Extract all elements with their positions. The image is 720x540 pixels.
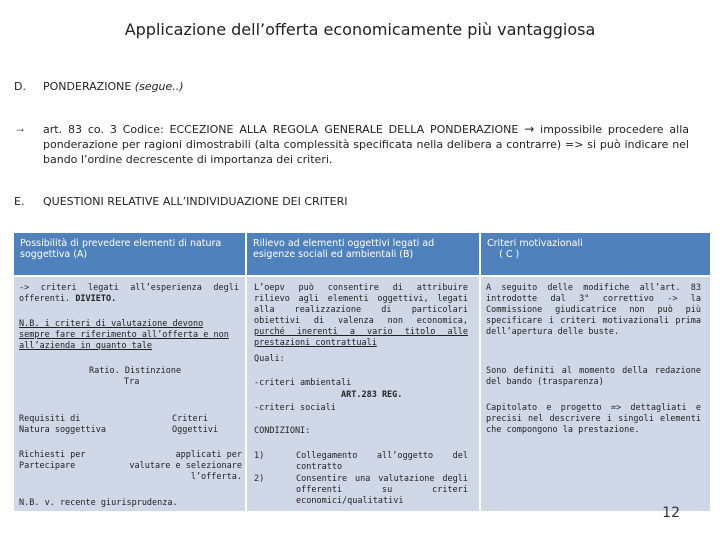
section-e-heading: QUESTIONI RELATIVE ALL’INDIVIDUAZIONE DEI CRITERI bbox=[43, 195, 348, 208]
section-d-heading bbox=[43, 80, 184, 93]
col-a-left-label: Requisiti di Natura soggettiva bbox=[19, 414, 106, 435]
col-a-right-label: Criteri Oggettivi bbox=[172, 414, 219, 435]
criteria-table bbox=[14, 233, 710, 511]
col-b-intro bbox=[254, 283, 468, 349]
section-d-title: PONDERAZIONE bbox=[43, 80, 132, 93]
section-e-letter: E. bbox=[14, 195, 25, 208]
col-b-ambientali: -criteri ambientali bbox=[254, 378, 352, 388]
col-b-intro-underlined: purché inerenti a vario titolo alle prestazioni contrattuali bbox=[254, 327, 468, 348]
col-a-applicati: applicati per valutare e selezionare l’offerta. bbox=[129, 450, 242, 482]
paragraph-part1: art. 83 co. 3 Codice: ECCEZIONE ALLA REGOLA GENERALE DELLA PONDERAZIONE bbox=[43, 123, 519, 136]
col-c-p1: A seguito delle modifiche all’art. 83 introdotte dal 3° correttivo -> la Commissione giudicatrice non può più specificare i criteri motivazionali prima dell’apertura delle buste. bbox=[486, 283, 701, 337]
table-header-a: Possibilità di prevedere elementi di natura soggettiva (A) bbox=[14, 233, 245, 275]
section-d-letter: D. bbox=[14, 80, 26, 93]
table-header-c: Criteri motivazionali ( C ) bbox=[481, 233, 710, 275]
arrow-icon: → bbox=[14, 121, 26, 135]
col-a-intro-text: -> criteri legati all’esperienza degli offerenti. bbox=[19, 283, 239, 304]
col-b-intro-text: L’oepv può consentire di attribuire rilievo agli elementi oggettivi, legati alla realizzazione di particolari obiettivi di valenza non economica, bbox=[254, 283, 468, 326]
page-number: 12 bbox=[662, 505, 680, 521]
paragraph-part2: impossibile procedere alla ponderazione per ragioni dimostrabili (alta complessità specificata nella delibera a contrarre) => si può indicare nel bando l’ordine decrescente di importanza dei criteri. bbox=[43, 123, 689, 166]
table-header-b: Rilievo ad elementi oggettivi legati ad esigenze sociali ed ambientali (B) bbox=[247, 233, 479, 275]
col-b-art: ART.283 REG. bbox=[341, 390, 403, 400]
col-a-ratio: Ratio. Distinzione bbox=[89, 366, 182, 376]
col-c-p3: Capitolato e progetto => dettagliati e precisi nel descrivere i singoli elementi che compongono la prestazione. bbox=[486, 403, 701, 435]
col-b-c2: Consentire una valutazione degli offerenti su criteri economici/qualitativi bbox=[296, 474, 468, 506]
col-c-p2: Sono definiti al momento della redazione del bando (trasparenza) bbox=[486, 366, 701, 387]
ponderazione-paragraph bbox=[43, 122, 689, 167]
col-b-condizioni: CONDIZIONI: bbox=[254, 426, 311, 436]
col-a-intro-bold: DIVIETO. bbox=[75, 294, 117, 304]
col-b-quali: Quali: bbox=[254, 354, 285, 364]
page-title: Applicazione dell’offerta economicamente più vantaggiosa bbox=[124, 20, 596, 39]
section-d-note: (segue..) bbox=[134, 80, 184, 93]
col-b-c1-num: 1) bbox=[254, 451, 265, 461]
col-b-sociali: -criteri sociali bbox=[254, 403, 336, 413]
arrow-icon: → bbox=[524, 122, 535, 136]
col-b-c2-num: 2) bbox=[254, 474, 265, 484]
col-a-richiesti: Richiesti per Partecipare bbox=[19, 450, 86, 471]
col-b-c1: Collegamento all’oggetto del contratto bbox=[296, 451, 468, 472]
col-a-intro bbox=[19, 283, 239, 305]
col-a-nb: N.B. i criteri di valutazione devono sempre fare riferimento all’offerta e non all’azienda in quanto tale bbox=[19, 319, 229, 351]
col-a-tra: Tra bbox=[124, 377, 140, 387]
col-a-note: N.B. v. recente giurisprudenza. bbox=[19, 498, 178, 508]
